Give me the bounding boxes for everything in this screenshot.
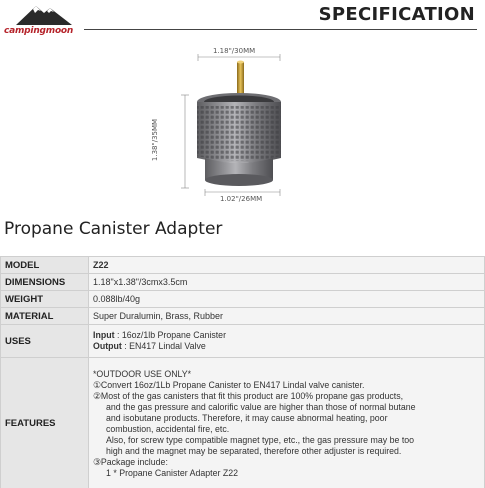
adapter-image <box>160 40 340 215</box>
table-row <box>1 274 485 291</box>
table-row <box>1 257 485 274</box>
table-row <box>1 358 485 488</box>
uses-output-line <box>93 341 480 352</box>
spec-key-material: MATERIAL <box>1 308 89 325</box>
feature-line: and the gas pressure and calorific value are higher than those of normal butane <box>106 401 416 412</box>
feature-line: *OUTDOOR USE ONLY* <box>93 368 192 379</box>
spec-value-dimensions: 1.18"x1.38"/3cmx3.5cm <box>89 274 485 291</box>
product-title: Propane Canister Adapter <box>4 219 223 239</box>
spec-value-uses <box>89 325 485 358</box>
feature-line: and isobutane products. Therefore, it may cause abnormal heating, poor <box>106 412 388 423</box>
mountain-icon <box>14 2 74 26</box>
feature-line: high and the magnet may be separated, therefore other adjuster is required. <box>106 445 402 456</box>
spec-key-uses: USES <box>1 325 89 358</box>
brand-name: campingmoon <box>4 26 74 36</box>
spec-value-features <box>89 358 485 488</box>
spec-value-weight: 0.088lb/40g <box>89 291 485 308</box>
table-row <box>1 325 485 358</box>
height-dimension-label: 1.38"/35MM <box>151 118 160 162</box>
spec-key-dimensions: DIMENSIONS <box>1 274 89 291</box>
page-title: SPECIFICATION <box>318 4 475 25</box>
feature-line: ③Package include: <box>93 456 168 467</box>
uses-input-line <box>93 330 480 341</box>
brand-logo[interactable] <box>4 2 82 36</box>
table-row <box>1 291 485 308</box>
table-row <box>1 308 485 325</box>
feature-line: ②Most of the gas canisters that fit this product are 100% propane gas products, <box>93 390 404 401</box>
uses-output-value: : EN417 Lindal Valve <box>121 341 206 351</box>
spec-value-model: Z22 <box>89 257 485 274</box>
feature-line: ①Convert 16oz/1Lb Propane Canister to EN417 Lindal valve canister. <box>93 379 365 390</box>
uses-input-label: Input <box>93 330 115 340</box>
header <box>0 0 485 40</box>
feature-line: 1 * Propane Canister Adapter Z22 <box>106 467 239 478</box>
feature-line: combustion, accidental fire, etc. <box>106 423 230 434</box>
spec-key-features: FEATURES <box>1 358 89 488</box>
base-dimension-label: 1.02"/26MM <box>220 195 263 203</box>
width-dimension-label: 1.18"/30MM <box>213 47 256 55</box>
spec-table <box>0 256 485 488</box>
product-drawing <box>151 40 340 215</box>
uses-input-value: : 16oz/1lb Propane Canister <box>114 330 226 340</box>
uses-output-label: Output <box>93 341 122 351</box>
feature-line: Also, for screw type compatible magnet type, etc., the gas pressure may be too <box>106 434 415 445</box>
spec-key-weight: WEIGHT <box>1 291 89 308</box>
spec-key-model: MODEL <box>1 257 89 274</box>
spec-value-material: Super Duralumin, Brass, Rubber <box>89 308 485 325</box>
header-divider <box>84 29 477 30</box>
